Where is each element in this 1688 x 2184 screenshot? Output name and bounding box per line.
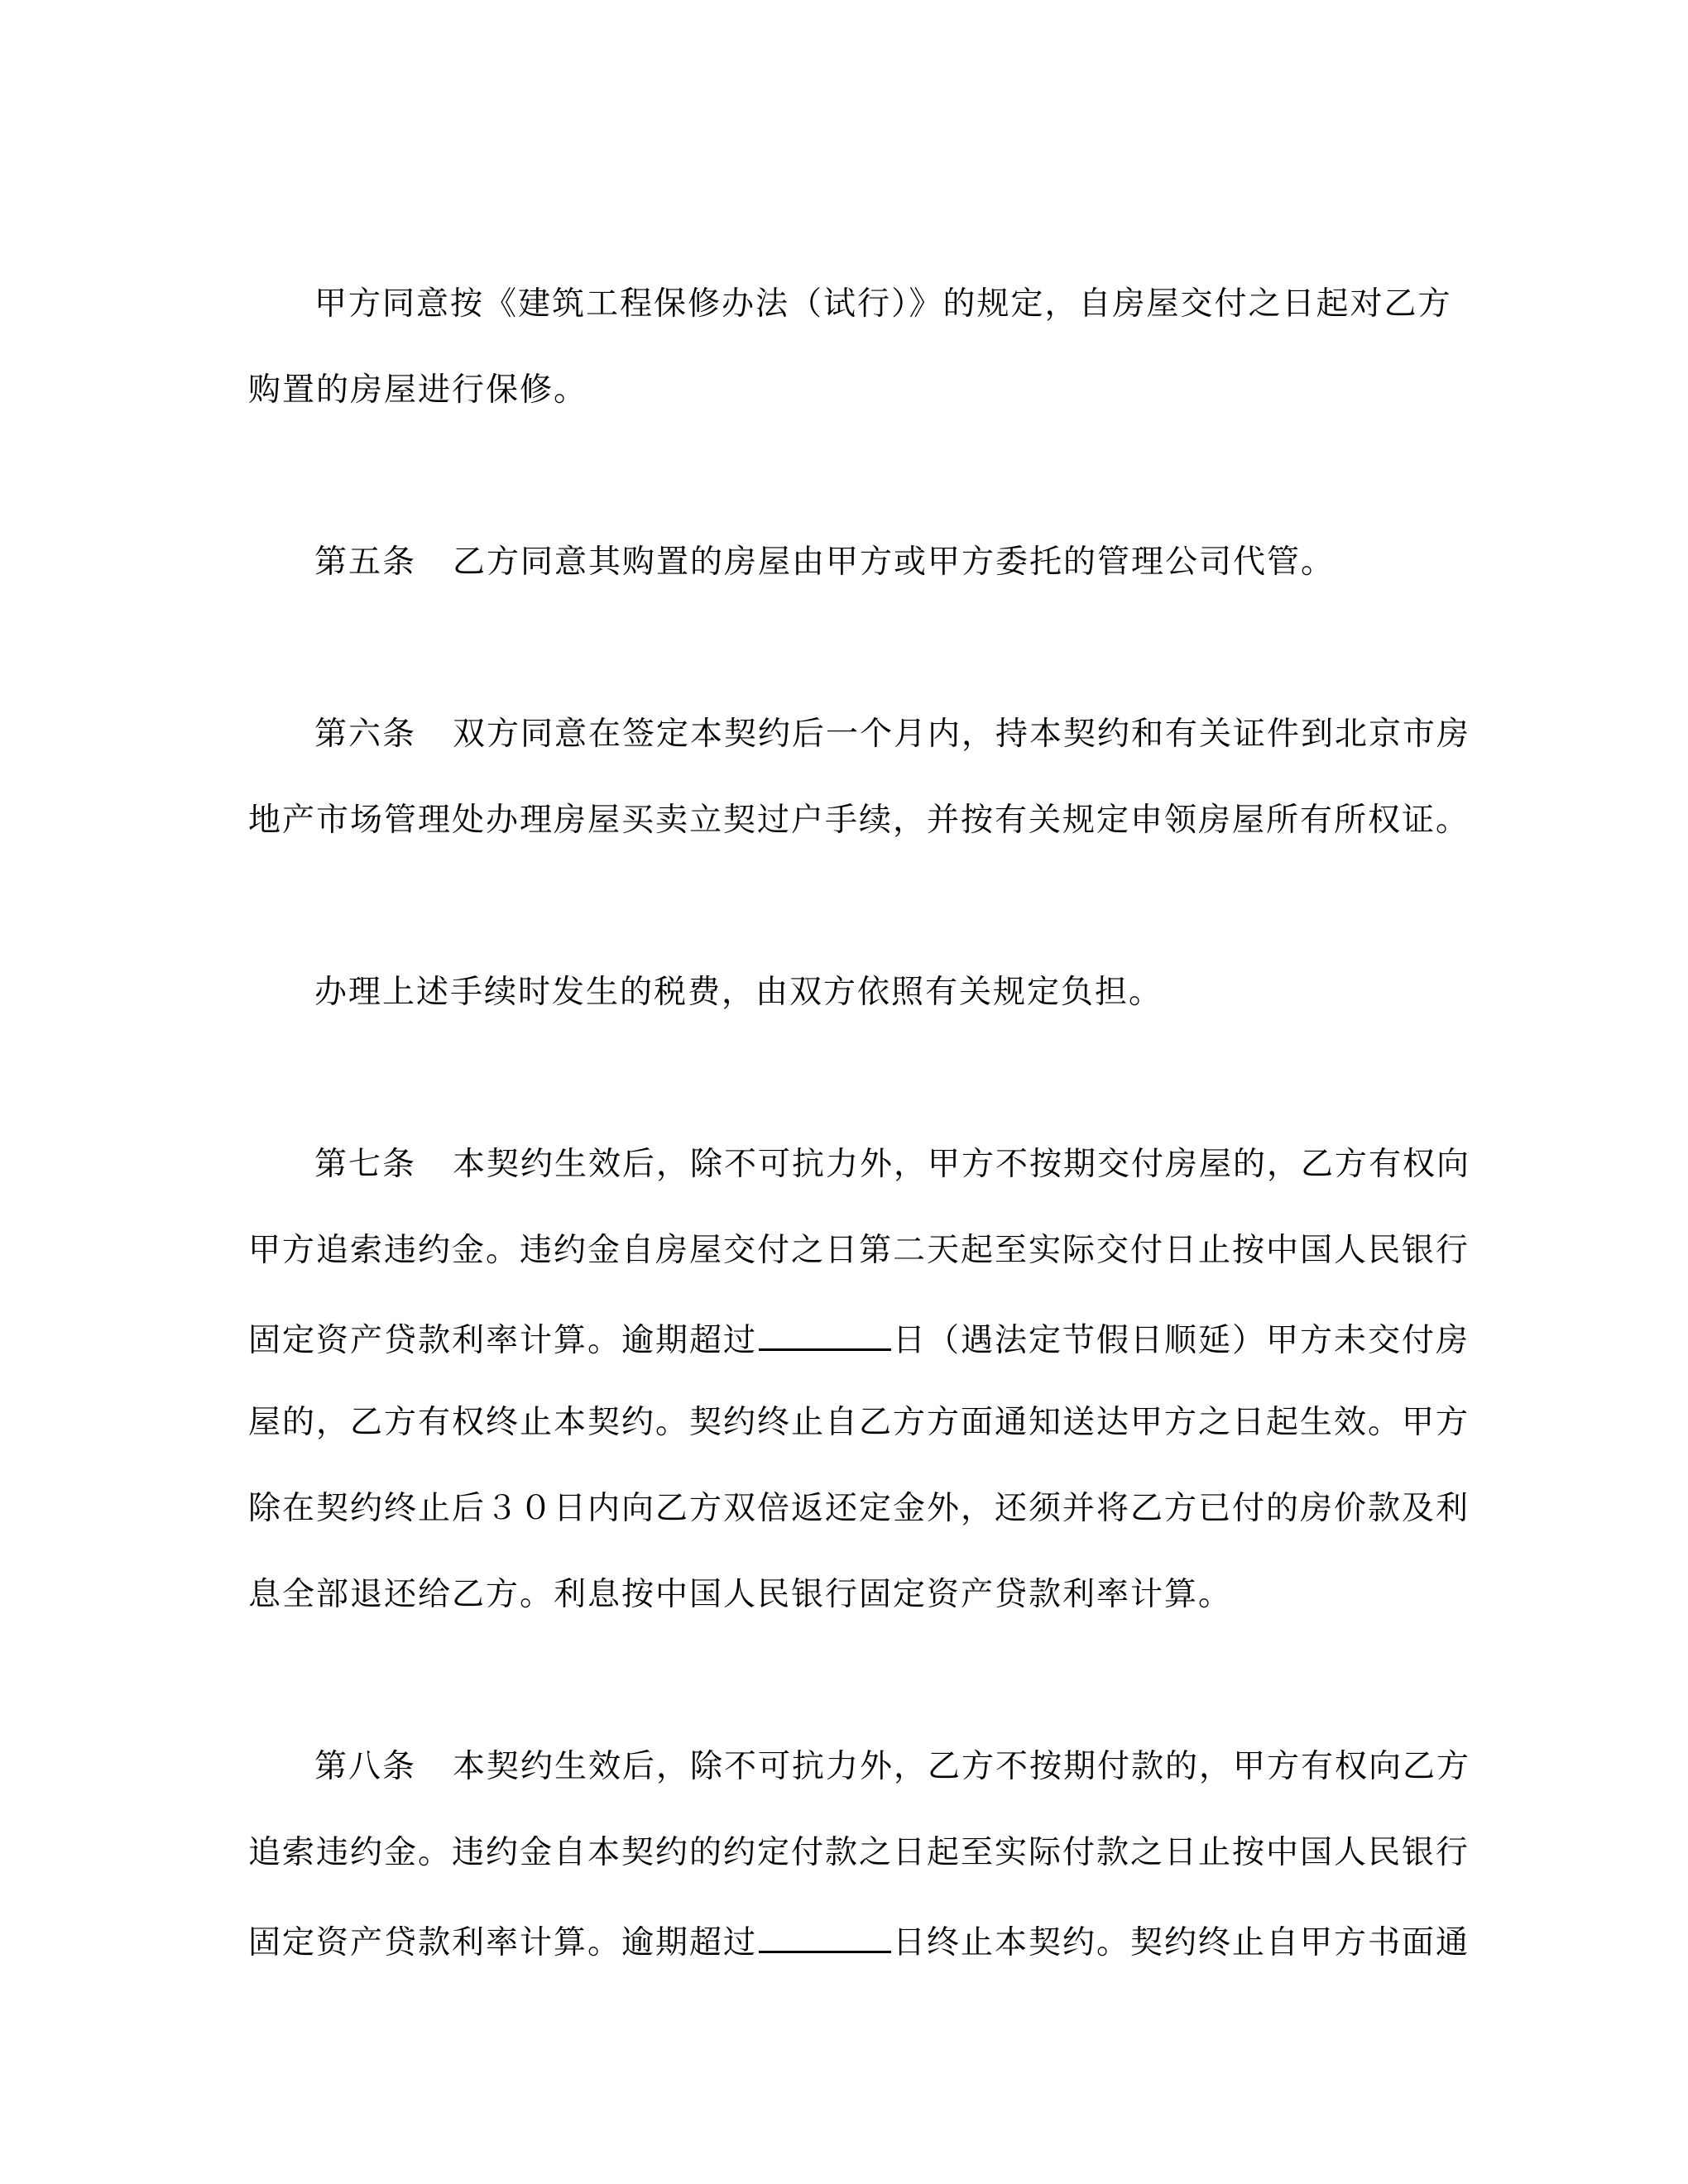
article-8-text-2: 追索违约金。违约金自本契约的约定付款之日起至实际付款之日止按中国人民银行 bbox=[248, 1834, 1470, 1871]
warranty-paragraph-line-1 bbox=[314, 280, 1452, 329]
warranty-text-1: 甲方同意按《建筑工程保修办法（试行）》的规定，自房屋交付之日起对乙方 bbox=[314, 285, 1452, 323]
days-blank-field[interactable] bbox=[759, 1312, 891, 1351]
article-6-line-1 bbox=[314, 710, 1471, 759]
taxes-paragraph-line-1 bbox=[314, 968, 1440, 1018]
article-8-text-3b: 日终止本契约。契约终止自甲方书面通 bbox=[893, 1924, 1470, 1961]
article-7-line-4 bbox=[248, 1398, 1470, 1448]
warranty-paragraph-line-2 bbox=[248, 366, 1440, 415]
article-7-text-3b: 日（遇法定节假日顺延）甲方未交付房 bbox=[893, 1322, 1470, 1359]
article-5-line-1 bbox=[314, 538, 1440, 587]
article-7-label: 第七条 bbox=[314, 1146, 417, 1183]
article-6-text-1: 双方同意在签定本契约后一个月内，持本契约和有关证件到北京市房 bbox=[453, 716, 1471, 753]
article-7-text-1: 本契约生效后，除不可抗力外，甲方不按期交付房屋的，乙方有权向 bbox=[453, 1146, 1471, 1183]
article-7-text-3a: 固定资产贷款利率计算。逾期超过 bbox=[248, 1322, 758, 1359]
article-6-text-2: 地产市场管理处办理房屋买卖立契过户手续，并按有关规定申领房屋所有所权证。 bbox=[248, 802, 1470, 839]
article-7-line-6 bbox=[248, 1570, 1440, 1620]
article-7-line-2 bbox=[248, 1226, 1470, 1276]
article-7-line-3 bbox=[248, 1312, 1470, 1362]
article-8-text-1: 本契约生效后，除不可抗力外，乙方不按期付款的，甲方有权向乙方 bbox=[453, 1748, 1471, 1785]
article-7-text-2: 甲方追索违约金。违约金自房屋交付之日第二天起至实际交付日止按中国人民银行 bbox=[248, 1232, 1470, 1269]
article-8-line-3 bbox=[248, 1914, 1470, 1964]
article-7-text-5: 除在契约终止后３０日内向乙方双倍返还定金外，还须并将乙方已付的房价款及利 bbox=[248, 1490, 1470, 1527]
article-7-line-5 bbox=[248, 1484, 1470, 1534]
article-7-line-1 bbox=[314, 1140, 1471, 1190]
days-blank-field[interactable] bbox=[759, 1914, 891, 1953]
article-8-line-2 bbox=[248, 1828, 1470, 1878]
article-7-text-4: 屋的，乙方有权终止本契约。契约终止自乙方方面通知送达甲方之日起生效。甲方 bbox=[248, 1404, 1470, 1441]
article-6-label: 第六条 bbox=[314, 716, 417, 753]
taxes-text-1: 办理上述手续时发生的税费，由双方依照有关规定负担。 bbox=[314, 974, 1163, 1011]
article-6-line-2 bbox=[248, 796, 1470, 845]
article-8-line-1 bbox=[314, 1742, 1471, 1792]
article-5-text-1: 乙方同意其购置的房屋由甲方或甲方委托的管理公司代管。 bbox=[453, 544, 1336, 581]
warranty-text-2: 购置的房屋进行保修。 bbox=[248, 371, 588, 409]
article-5-label: 第五条 bbox=[314, 544, 417, 581]
article-8-label: 第八条 bbox=[314, 1748, 417, 1785]
article-8-text-3a: 固定资产贷款利率计算。逾期超过 bbox=[248, 1924, 758, 1961]
article-7-text-6: 息全部退还给乙方。利息按中国人民银行固定资产贷款利率计算。 bbox=[248, 1576, 1233, 1613]
